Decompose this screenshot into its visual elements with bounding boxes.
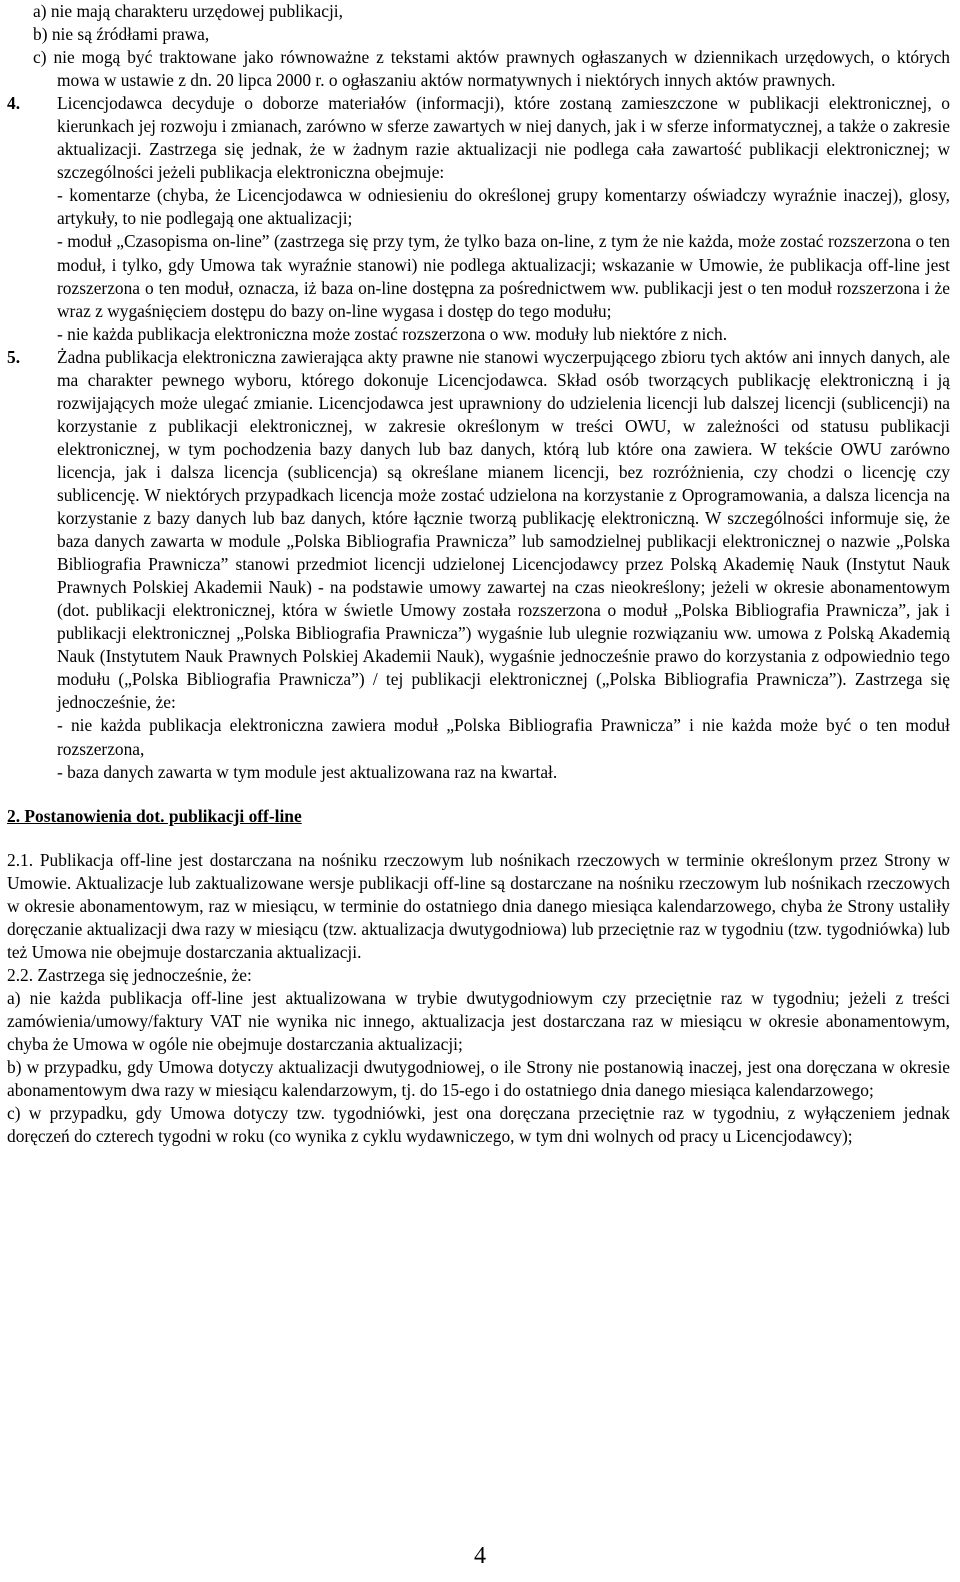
paragraph-5-number: 5. — [7, 346, 21, 367]
paragraph-4-number: 4. — [7, 93, 21, 114]
paragraph-2-2: 2.2. Zastrzega się jednocześnie, że: — [7, 964, 252, 985]
paragraph-4-dash-3: - nie każda publikacja elektroniczna może zostać rozszerzona o ww. moduły lub niektóre z nich. — [57, 323, 728, 344]
section-2-body — [7, 849, 950, 1149]
paragraph-5-dash-1: - nie każda publikacja elektroniczna zawiera moduł „Polska Bibliografia Prawnicza” i nie każda może być o ten moduł rozszerzona, — [57, 715, 950, 759]
paragraph-4 — [7, 92, 950, 346]
paragraph-4-text — [7, 92, 950, 184]
list-item-b: b) nie są źródłami prawa, — [33, 24, 210, 45]
page-number: 4 — [474, 1543, 486, 1569]
paragraph-5-dash-2: - baza danych zawarta w tym module jest aktualizowana raz na kwartał. — [57, 761, 558, 782]
paragraph-5 — [7, 346, 950, 784]
list-abc — [7, 0, 950, 92]
paragraph-2-1: 2.1. Publikacja off-line jest dostarczana na nośniku rzeczowym lub nośnikach rzeczowych w terminie określonym przez Strony w Umowie. Aktualizacje lub zaktualizowane wersje publikacji off-line są dostarczane na nośniku rzeczowym lub nośnikach rzeczowych w okresie abonamentowym, raz w miesiącu, w terminie do ostatniego dnia danego miesiąca kalendarzowego, chyba że Strony ustaliły doręczanie aktualizacji dwa razy w miesiącu (tzw. aktualizacja dwutygodniowa) lub przeciętnie raz w tygodniu (tzw. tygodniówka) lub też Umowa nie obejmuje dostarczania aktualizacji. — [7, 849, 950, 962]
paragraph-4-dash-1: - komentarze (chyba, że Licencjodawca w odniesieniu do określonej grupy komentarzy oświadczy wyraźnie inaczej), glosy, artykuły, to nie podlegają one aktualizacji; — [57, 185, 950, 229]
section-2-heading: 2. Postanowienia dot. publikacji off-line — [7, 805, 302, 826]
paragraph-2-2-b: b) w przypadku, gdy Umowa dotyczy aktualizacji dwutygodniowej, o ile Strony nie postanowią inaczej, jest ona doręczana w okresie abonamentowym dwa razy w miesiącu kalendarzowym, tj. do 15-ego i do ostatniego dnia danego miesiąca kalendarzowego; — [7, 1057, 950, 1101]
paragraph-5-body: Żadna publikacja elektroniczna zawierająca akty prawne nie stanowi wyczerpującego zbioru tych aktów ani innych danych, ale ma charakter pewnego wyboru, którego dokonuje Licencjodawca. Skład osób tworzących publikację elektroniczną i ją rozwijających może ulegać zmianie. Licencjodawca jest uprawniony do udzielenia licencji lub dalszej licencji (sublicencji) na korzystanie z publikacji elektronicznej, w zakresie określonym w treści OWU, w zależności od statusu publikacji elektronicznej, w tym pochodzenia bazy danych lub baz danych, którą lub które ona zawiera. W tekście OWU zarówno licencja, jak i dalsza licencja (sublicencja) są określane mianem licencji, bez rozróżnienia, czy chodzi o licencję czy sublicencję. W niektórych przypadkach licencja może zostać udzielona na korzystanie z Oprogramowania, a dalsza licencja na korzystanie z bazy danych lub baz danych, które łącznie tworzą publikację elektroniczną. W szczególności informuje się, że baza danych zawarta w module „Polska Bibliografia Prawnicza” lub samodzielnej publikacji elektronicznej o nazwie „Polska Bibliografia Prawnicza” stanowi przedmiot licencji udzielonej Licencjodawcy przez Polską Akademię Nauk (Instytut Nauk Prawnych Polskiej Akademii Nauk) - na podstawie umowy zawartej na czas nieokreślony; jeżeli w okresie abonamentowym (dot. publikacji elektronicznej, która w świetle Umowy została rozszerzona o moduł „Polska Bibliografia Prawnicza”, jak i publikacji elektronicznej „Polska Bibliografia Prawnicza”) wygaśnie lub ulegnie rozwiązaniu ww. umowa z Polską Akademią Nauk (Instytutem Nauk Prawnych Polskiej Akademii Nauk), wygaśnie jednocześnie prawo do korzystania z odpowiednio tego modułu („Polska Bibliografia Prawnicza”) / tej publikacji elektronicznej („Polska Bibliografia Prawnicza”). Zastrzega się jednocześnie, że: — [57, 346, 950, 713]
paragraph-4-body: Licencjodawca decyduje o doborze materiałów (informacji), które zostaną zamieszczone w publikacji elektronicznej, o kierunkach jej rozwoju i zmianach, zarówno w sferze zawartych w niej danych, jak i w sferze informatycznej, a także o zakresie aktualizacji. Zastrzega się jednak, że w żadnym razie aktualizacji nie podlega cała zawartość publikacji elektronicznej; w szczególności jeżeli publikacja elektroniczna obejmuje: — [57, 93, 950, 183]
paragraph-2-2-a: a) nie każda publikacja off-line jest aktualizowana w trybie dwutygodniowym czy przeciętnie raz w tygodniu; jeżeli z treści zamówienia/umowy/faktury VAT nie wynika nic innego, aktualizacja jest dostarczana raz w miesiącu w okresie abonamentowym, chyba że Umowa w ogóle nie obejmuje dostarczania aktualizacji; — [7, 987, 950, 1055]
paragraph-4-dash-2: - moduł „Czasopisma on-line” (zastrzega się przy tym, że tylko baza on-line, z tym że nie każda, może zostać rozszerzona o ten moduł, i tylko, gdy Umowa tak wyraźnie stanowi) nie podlega aktualizacji; wskazanie w Umowie, że publikacja off-line jest rozszerzona o ten moduł, oznacza, iż baza on-line dostępna za pośrednictwem ww. publikacji jest o ten moduł rozszerzona i że wraz z wygaśnięciem dostępu do bazy on-line wygasa i dostęp do tego modułu; — [57, 231, 950, 321]
list-item-a: a) nie mają charakteru urzędowej publikacji, — [33, 1, 343, 21]
list-item-c: c) nie mogą być traktowane jako równoważne z tekstami aktów prawnych ogłaszanych w dziennikach urzędowych, o których mowa w ustawie z dn. 20 lipca 2000 r. o ogłaszaniu aktów normatywnych i niektórych innych aktów prawnych. — [33, 47, 950, 91]
paragraph-2-2-c: c) w przypadku, gdy Umowa dotyczy tzw. tygodniówki, jest ona doręczana przeciętnie raz w tygodniu, z wyłączeniem jednak doręczeń do czterech tygodni w roku (co wynika z cyklu wydawniczego, w tym dni wolnych od pracy u Licencjodawcy); — [7, 1103, 950, 1147]
paragraph-5-text — [7, 346, 950, 715]
